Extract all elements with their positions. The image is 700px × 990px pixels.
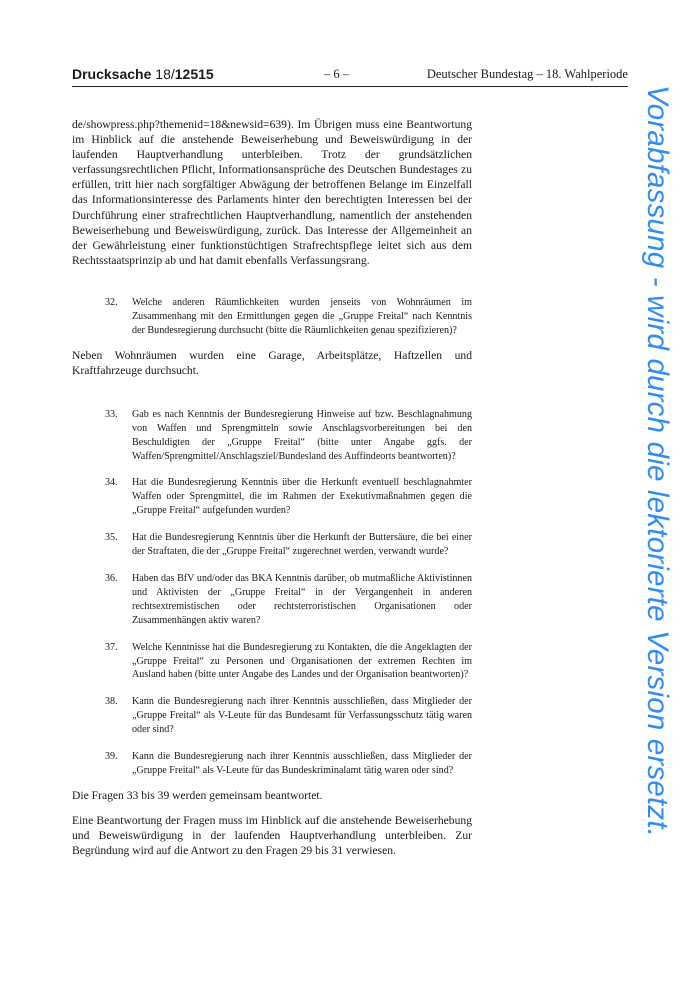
question-39 bbox=[72, 750, 472, 778]
question-number: 39. bbox=[105, 751, 118, 763]
question-text: Hat die Bundesregierung Kenntnis über die Herkunft der Buttersäure, die bei einer der Straftaten, die der „Gruppe Freital“ zugerechnet werden, verwandt wurde? bbox=[132, 532, 472, 558]
question-number: 35. bbox=[105, 532, 118, 544]
paragraph-answer-continued: de/showpress.php?themenid=18&newsid=639). Im Übrigen muss eine Beantwortung im Hinblick auf die anstehende Beweiserhebung und Beweiswürdigung in der laufenden Hauptverhandlung unterbleiben. Trotz der grundsätzlichen verfassungsrechtlichen Pflicht, Informationsansprüche des Deutschen Bundestages zu erfüllen, tritt hier nach sorgfältiger Abwägung der betroffenen Belange im Einzelfall das Informationsinteresse des Parlaments hinter den berechtigten Interessen bei der Durchführung einer strafrechtlichen Hauptverhandlung, namentlich der anstehenden Beweiserhebung und Beweiswürdigung, zurück. Das Interesse der Allgemeinheit an der Gewährleistung einer funktionstüchtigen Strafrechtspflege leitet sich aus dem Rechtsstaatsprinzip ab und hat damit ebenfalls Verfassungsrang. bbox=[72, 118, 472, 267]
question-text: Welche Kenntnisse hat die Bundesregierung zu Kontakten, die die Angeklagten der „Gruppe Freital“ zu Personen und Organisationen der extremen Rechten im Ausland haben (bitte unter Angabe des Landes und der Organisation beantworten)? bbox=[132, 641, 472, 681]
question-number: 37. bbox=[105, 641, 118, 653]
question-34 bbox=[72, 476, 472, 518]
answer-33-39-intro: Die Fragen 33 bis 39 werden gemeinsam beantwortet. bbox=[72, 788, 323, 802]
question-number: 33. bbox=[105, 408, 118, 420]
answer-33-39: Eine Beantwortung der Fragen muss im Hinblick auf die anstehende Beweiserhebung und Beweiswürdigung in der laufenden Hauptverhandlung unterbleiben. Zur Begründung wird auf die Antwort zu den Fragen 29 bis 31 verwiesen. bbox=[72, 813, 472, 858]
page-header bbox=[72, 66, 628, 87]
question-38 bbox=[72, 695, 472, 737]
page-number: – 6 – bbox=[324, 67, 349, 81]
question-text: Hat die Bundesregierung Kenntnis über die Herkunft eventuell beschlagnahmter Waffen oder Sprengmittel, die im Rahmen der Exekutivmaßnahmen gegen die „Gruppe Freital“ aufgefunden wurden? bbox=[132, 477, 472, 517]
header-right-title: Deutscher Bundestag – 18. Wahlperiode bbox=[426, 67, 628, 81]
answer-32: Neben Wohnräumen wurden eine Garage, Arbeitsplätze, Haftzellen und Kraftfahrzeuge durchsucht. bbox=[72, 348, 472, 377]
question-number: 38. bbox=[105, 696, 118, 708]
question-text: Haben das BfV und/oder das BKA Kenntnis darüber, ob mutmaßliche Aktivistinnen und Aktivisten der „Gruppe Freital“ in der Vergangenheit in anderen rechtsextremistischen oder rechtsterroristischen Organisationen oder Zusammenhängen aktiv waren? bbox=[132, 573, 472, 626]
question-33 bbox=[72, 408, 472, 464]
question-text: Kann die Bundesregierung nach ihrer Kenntnis ausschließen, dass Mitglieder der „Gruppe Freital“ als V-Leute für das Bundeskriminalamt tätig waren oder sind? bbox=[132, 751, 472, 776]
question-text: Kann die Bundesregierung nach ihrer Kenntnis ausschließen, dass Mitglieder der „Gruppe Freital“ als V-Leute für das Bundesamt für Verfassungsschutz tätig waren oder sind? bbox=[132, 696, 472, 736]
drucksache-number bbox=[72, 66, 214, 82]
question-number: 34. bbox=[105, 477, 118, 489]
doc-number: 12515 bbox=[174, 66, 214, 82]
question-number: 32. bbox=[105, 296, 118, 308]
question-text: Gab es nach Kenntnis der Bundesregierung Hinweise auf bzw. Beschlagnahmung von Waffen und Sprengmitteln sowie Anschlagsvorbereitungen bei den Beschuldigten der „Gruppe Freital“ (bitte unter Angabe ggfs. der Waffen/Sprengmittel/Anschlagsziel/Bundesland des Auffindeorts beantworten)? bbox=[132, 408, 472, 462]
drucksache-label: Drucksache bbox=[72, 66, 152, 82]
draft-watermark: Vorabfassung - wird durch die lektorierte Version ersetzt. bbox=[641, 85, 674, 838]
question-36 bbox=[72, 572, 472, 628]
question-text: Welche anderen Räumlichkeiten wurden jenseits von Wohnräumen im Zusammenhang mit den Ermittlungen gegen die „Gruppe Freital“ nach Kenntnis der Bundesregierung durchsucht (bitte die Räumlichkeiten genau spezifizieren)? bbox=[132, 296, 472, 336]
doc-prefix: 18/ bbox=[155, 66, 175, 82]
document-body bbox=[72, 117, 472, 858]
question-32 bbox=[72, 296, 472, 338]
question-number: 36. bbox=[105, 573, 118, 584]
question-37 bbox=[72, 641, 472, 683]
question-35 bbox=[72, 531, 472, 559]
